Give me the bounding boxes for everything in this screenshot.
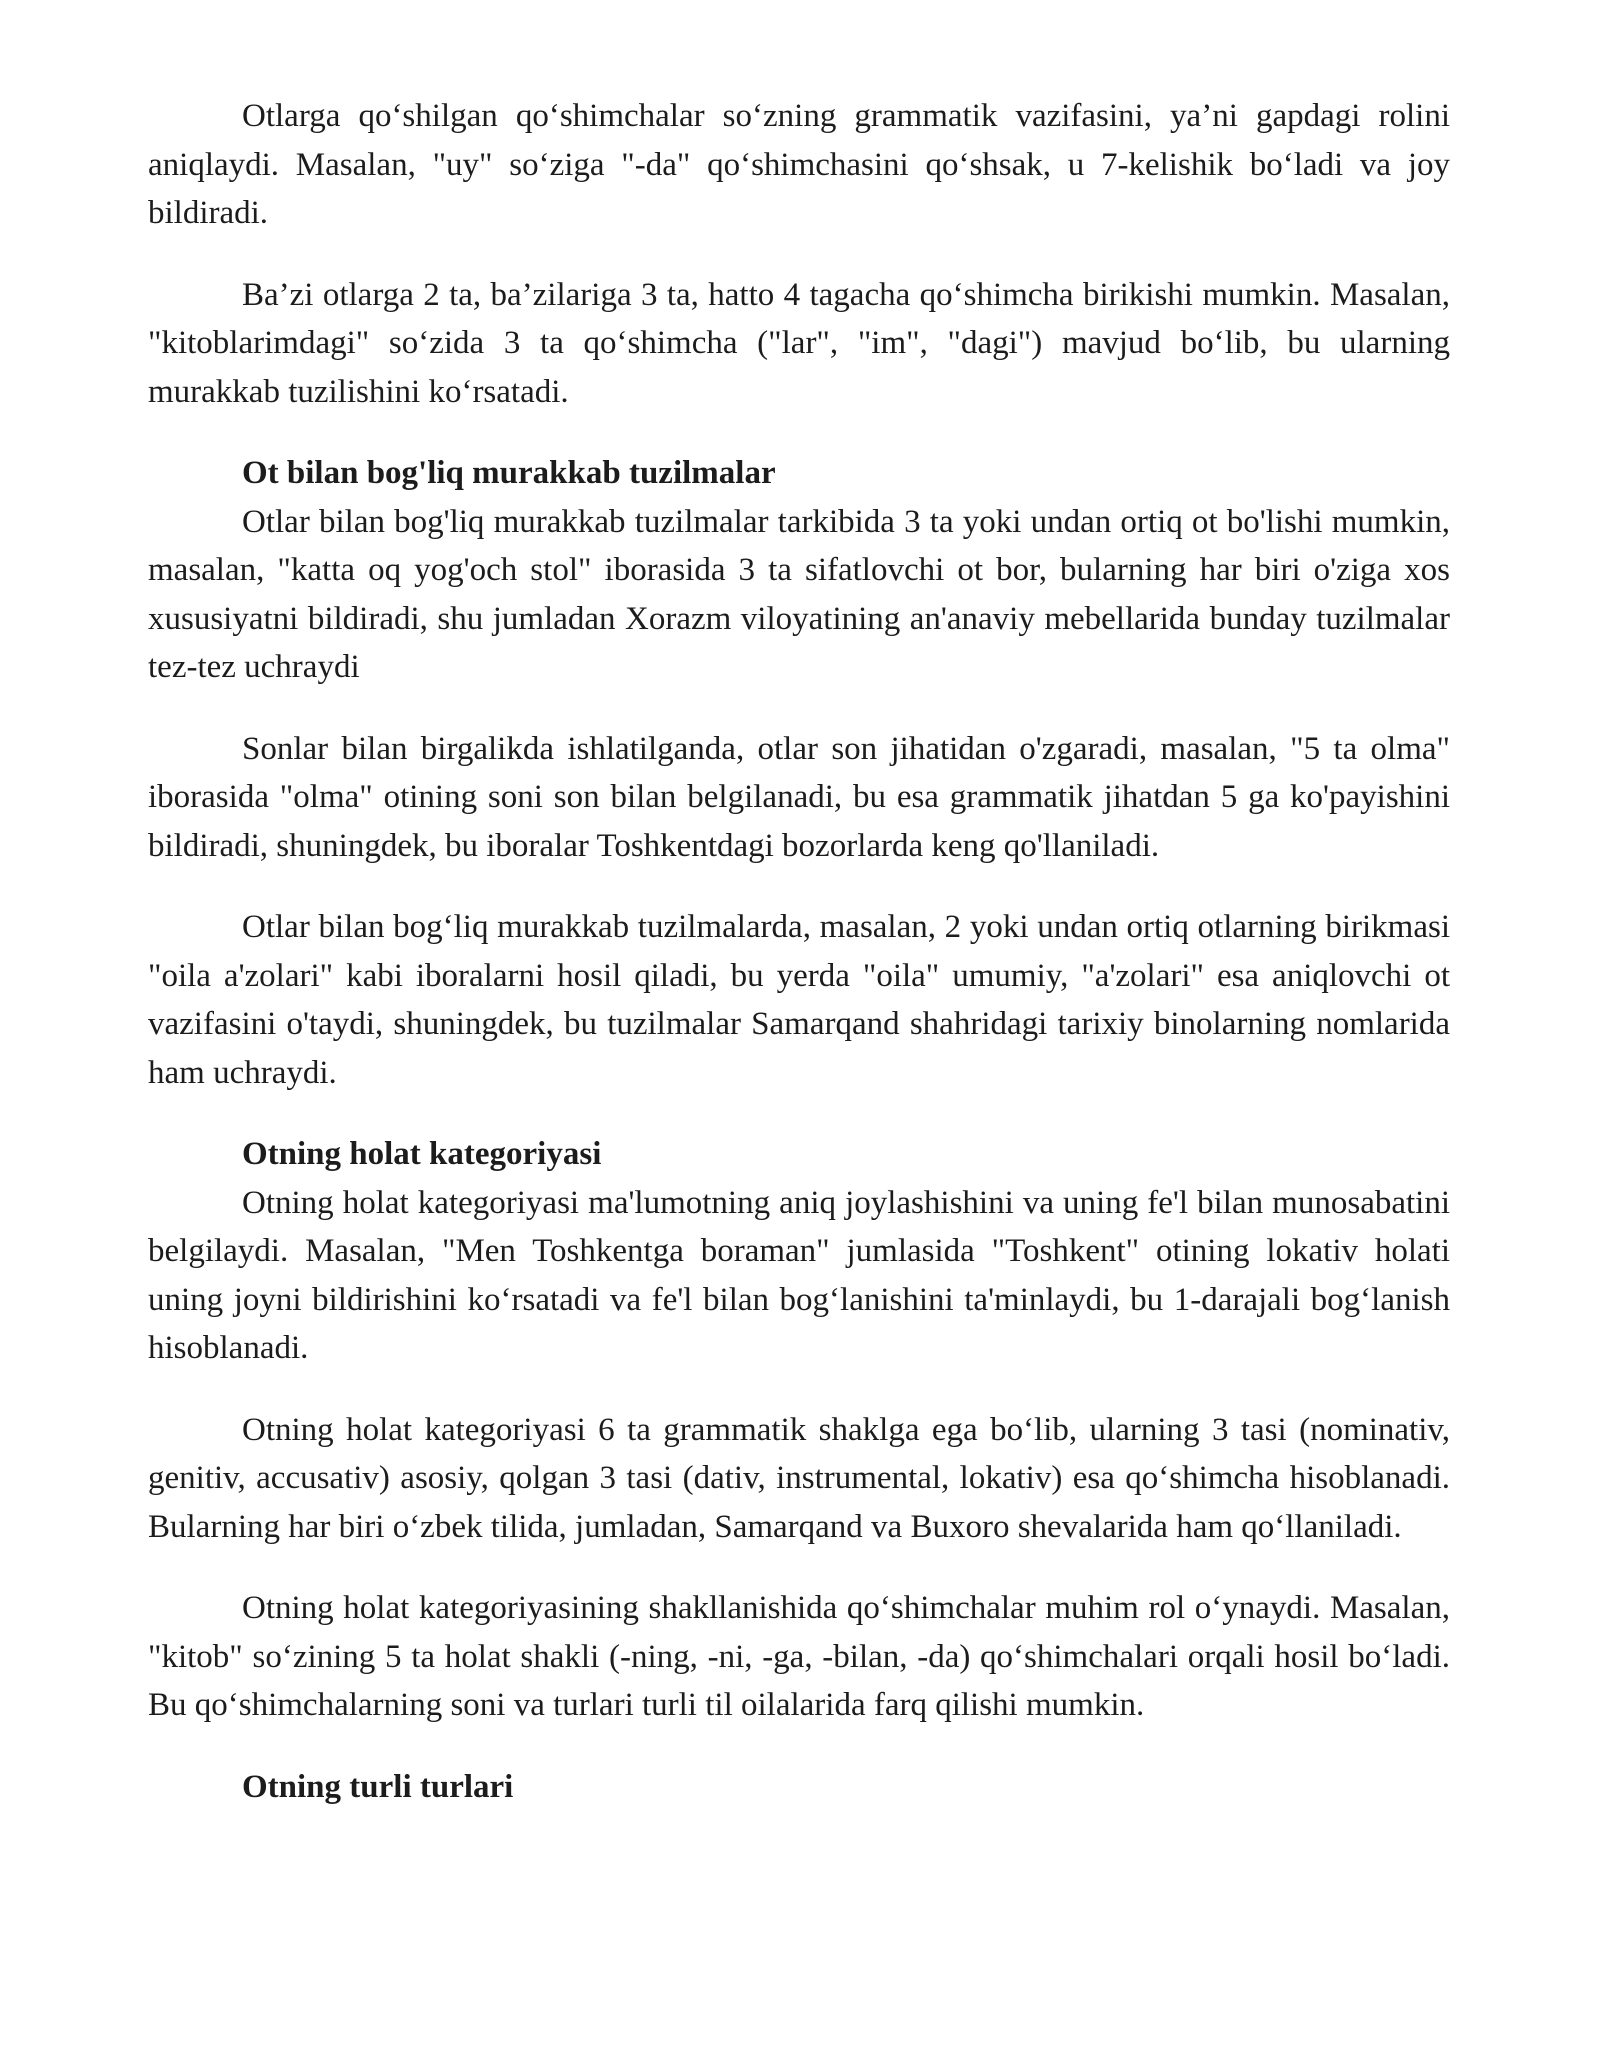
paragraph-6: Otning holat kategoriyasi ma'lumotning aniq joylashishini va uning fe'l bilan munosabatini belgilaydi. Masalan, "Men Toshkentga boraman" jumlasida "Toshkent" otining lokativ holati uning joyni bildirishini ko‘rsatadi va fe'l bilan bog‘lanishini ta'minlaydi, bu 1-darajali bog‘lanish hisoblanadi. bbox=[148, 1184, 1450, 1366]
paragraph-7: Otning holat kategoriyasi 6 ta grammatik shaklga ega bo‘lib, ularning 3 tasi (nominativ, genitiv, accusativ) asosiy, qolgan 3 tasi (dativ, instrumental, lokativ) esa qo‘shimcha hisoblanadi. Bularning har biri o‘zbek tilida, jumladan, Samarqand va Buxoro shevalarida ham qo‘llaniladi. bbox=[148, 1411, 1450, 1545]
paragraph-4: Sonlar bilan birgalikda ishlatilganda, otlar son jihatidan o'zgaradi, masalan, "5 ta olma" iborasida "olma" otining soni son bilan belgilanadi, bu esa grammatik jihatdan 5 ga ko'payishini bildiradi, shuningdek, bu iboralar Toshkentdagi bozorlarda keng qo'llaniladi. bbox=[148, 730, 1450, 864]
paragraph-3: Otlar bilan bog'liq murakkab tuzilmalar tarkibida 3 ta yoki undan ortiq ot bo'lishi mumkin, masalan, "katta oq yog'och stol" iborasida 3 ta sifatlovchi ot bor, bularning har biri o'ziga xos xususiyatni bildiradi, shu jumladan Xorazm viloyatining an'anaviy mebellarida bunday tuzilmalar tez-tez uchraydi bbox=[148, 503, 1450, 685]
paragraph-5: Otlar bilan bog‘liq murakkab tuzilmalarda, masalan, 2 yoki undan ortiq otlarning birikmasi "oila a'zolari" kabi iboralarni hosil qiladi, bu yerda "oila" umumiy, "a'zolari" esa aniqlovchi ot vazifasini o'taydi, shuningdek, bu tuzilmalar Samarqand shahridagi tarixiy binolarning nomlarida ham uchraydi. bbox=[148, 909, 1450, 1091]
paragraph-8: Otning holat kategoriyasining shakllanishida qo‘shimchalar muhim rol o‘ynaydi. Masalan, "kitob" so‘zining 5 ta holat shakli (-ning, -ni, -ga, -bilan, -da) qo‘shimchalari orqali hosil bo‘ladi. Bu qo‘shimchalarning soni va turlari turli til oilalarida farq qilishi mumkin. bbox=[148, 1590, 1450, 1723]
document-page bbox=[148, 92, 1450, 1811]
section-heading-case-category: Otning holat kategoriyasi bbox=[242, 1136, 602, 1172]
paragraph-1: Otlarga qo‘shilgan qo‘shimchalar so‘zning grammatik vazifasini, ya’ni gapdagi rolini aniqlaydi. Masalan, "uy" so‘ziga "-da" qo‘shimchasini qo‘shsak, u 7-kelishik bo‘ladi va joy bildiradi. bbox=[148, 98, 1450, 231]
section-heading-complex-structures: Ot bilan bog'liq murakkab tuzilmalar bbox=[242, 455, 776, 491]
paragraph-2: Ba’zi otlarga 2 ta, ba’zilariga 3 ta, hatto 4 tagacha qo‘shimcha birikishi mumkin. Masalan, "kitoblarimdagi" so‘zida 3 ta qo‘shimcha ("lar", "im", "dagi") mavjud bo‘lib, bu ularning murakkab tuzilishini ko‘rsatadi. bbox=[148, 276, 1450, 410]
section-heading-noun-types: Otning turli turlari bbox=[242, 1768, 514, 1805]
